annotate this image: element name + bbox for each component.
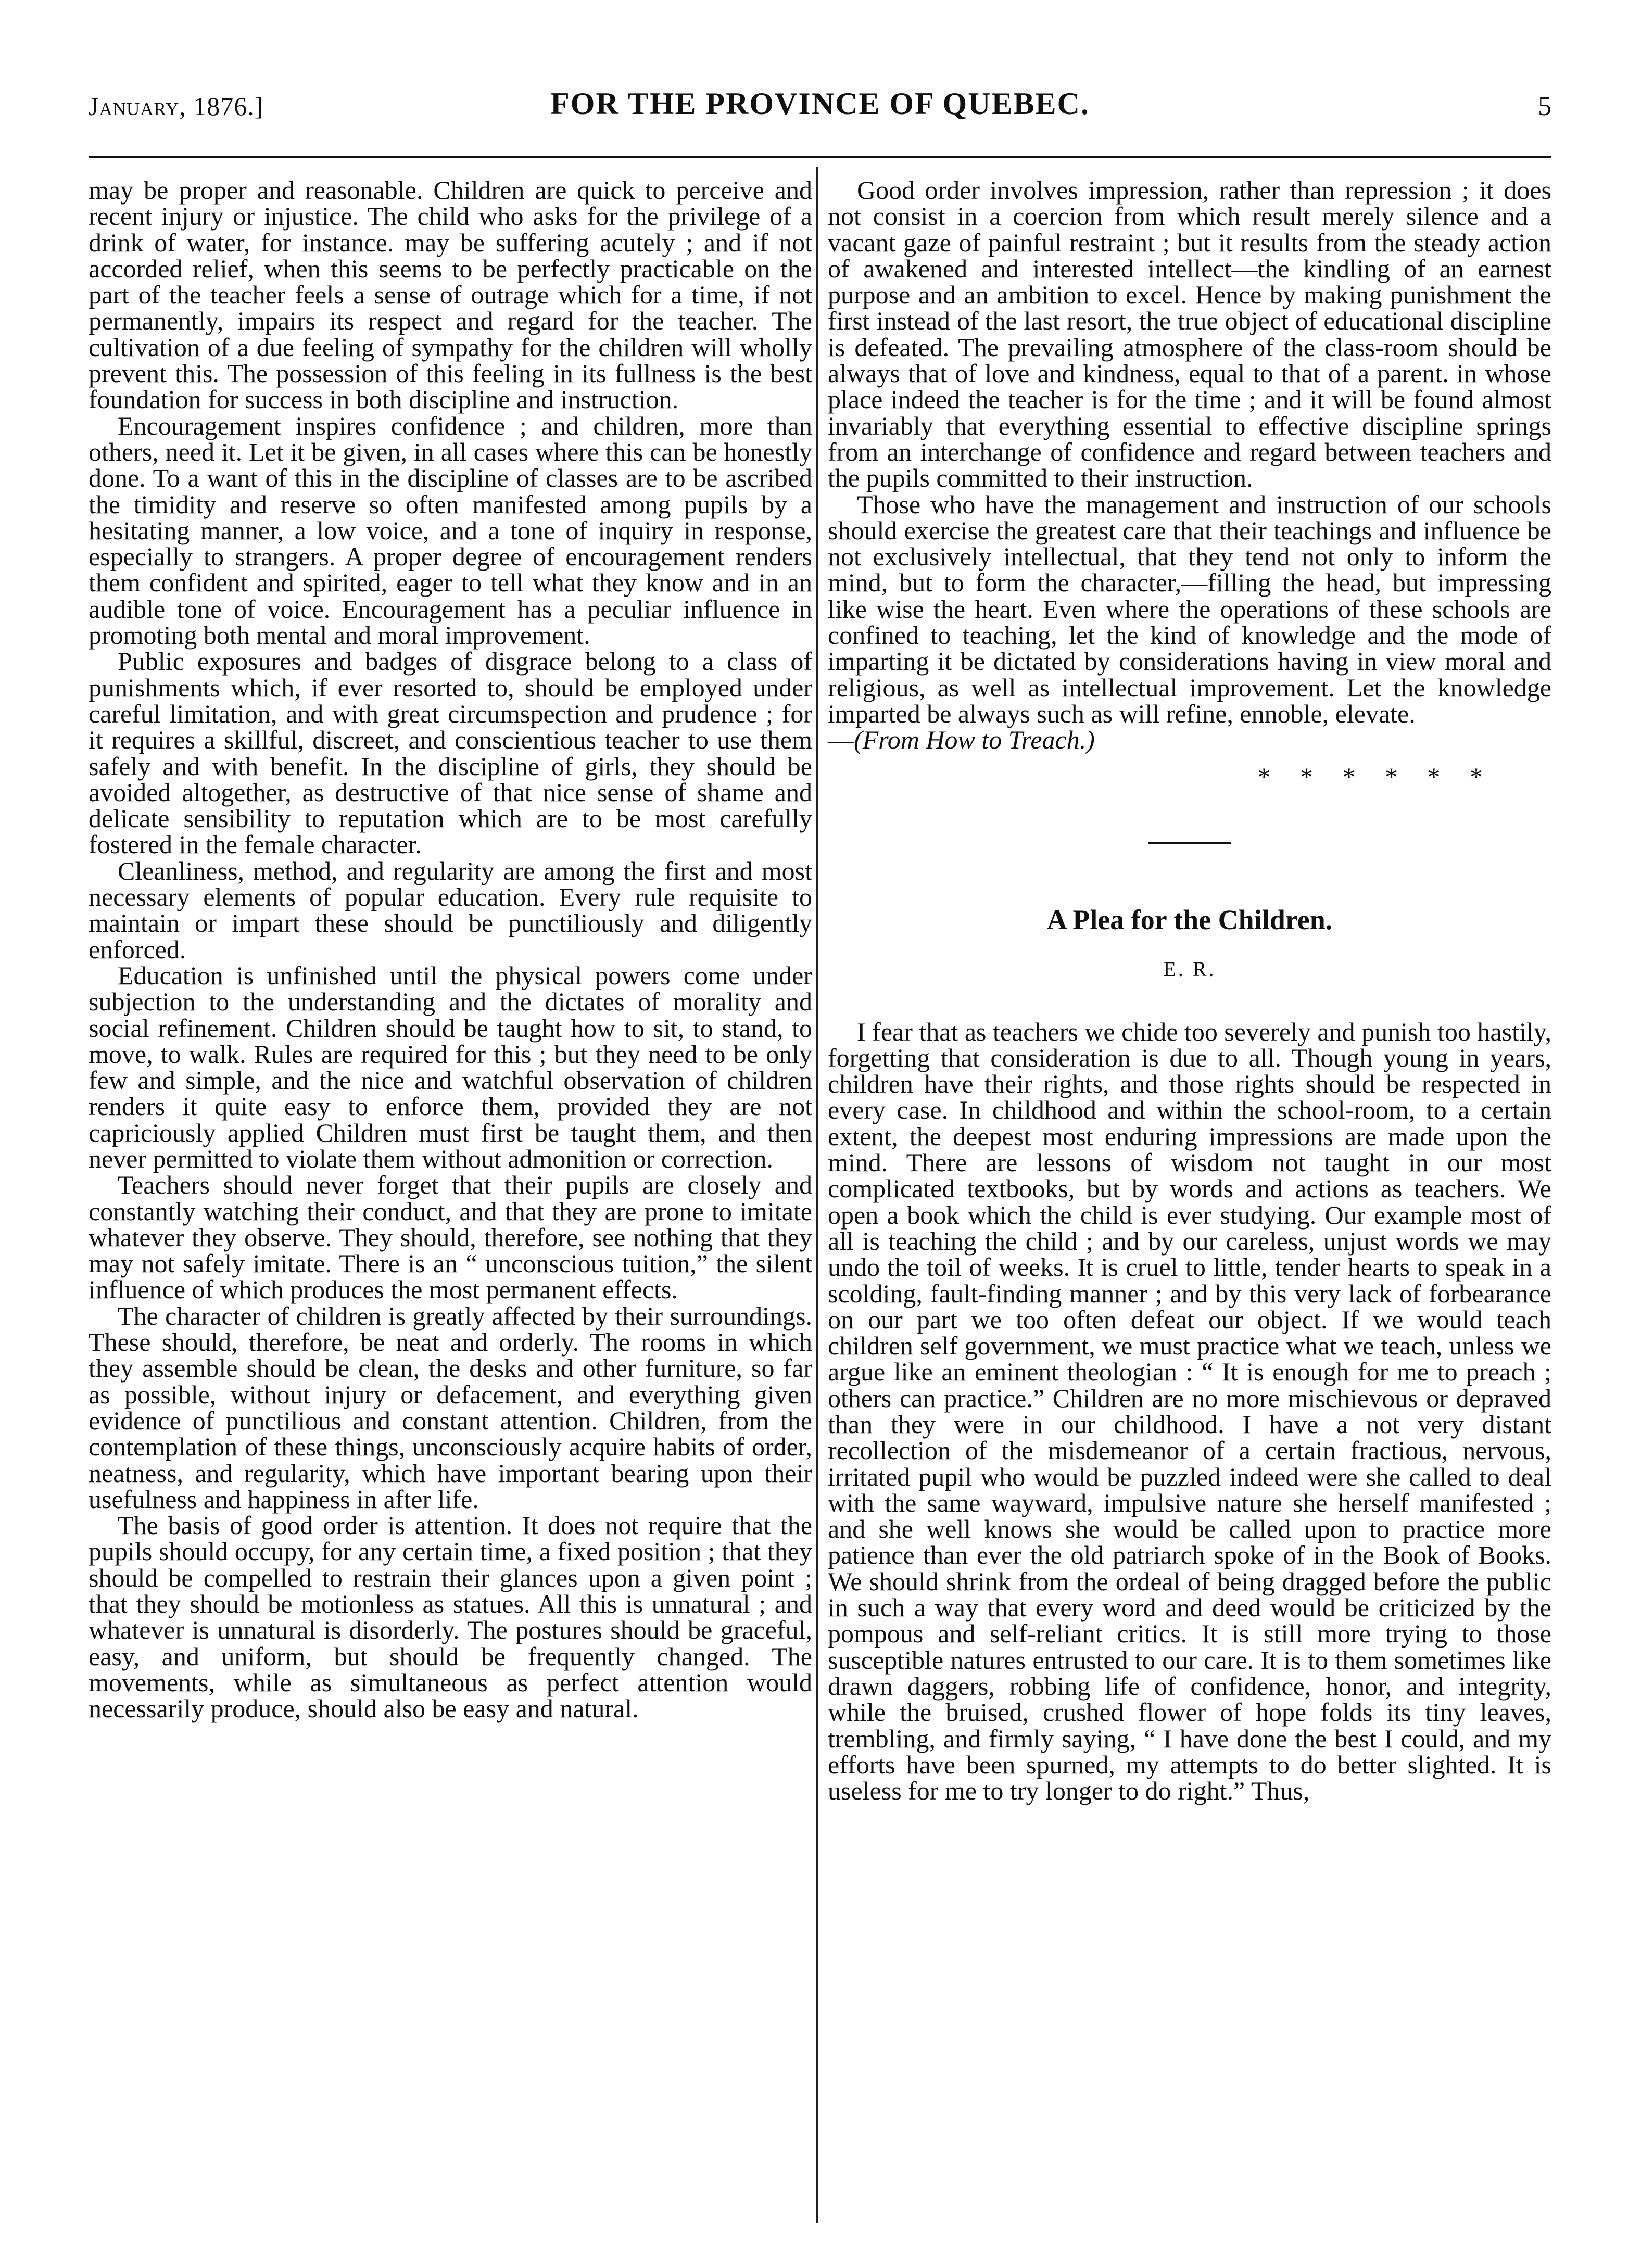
page-number: 5 xyxy=(1538,92,1551,121)
paragraph: The character of children is greatly affected by their surroundings. These should, therefore, be neat and orderly. The rooms in which they assemble should be clean, the desks and other furniture, so far as possible, without injury or defacement, and everything given evidence of punctilious and constant attention. Children, from the contemplation of these things, unconsciously acquire habits of order, neatness, and regularity, which have important bearing upon their usefulness and happiness in after life. xyxy=(89,1301,812,1514)
paragraph: Good order involves impression, rather than repression ; it does not consist in a coercion from which result merely silence and a vacant gaze of painful restraint ; but it results from the steady action of awakened and interested intellect—the kindling of an earnest purpose and an ambition to excel. Hence by making punishment the first instead of the last resort, the true object of educational discipline is defeated. The prevailing atmosphere of the class-room should be always that of love and kindness, equal to that of a parent. in whose place indeed the teacher is for the time ; and it will be found almost invariably that everything essential to effective discipline springs from an interchange of confidence and regard between teachers and the pupils committed to their instruction. xyxy=(828,175,1551,493)
paragraph: Teachers should never forget that their pupils are closely and constantly watching their conduct, and that they are prone to imitate whatever they observe. They should, therefore, see nothing that they may not safely imitate. There is an “ unconscious tuition,” the silent influence of which produces the most permanent effects. xyxy=(89,1170,812,1304)
header-rule xyxy=(89,156,1551,158)
source-dash: — xyxy=(828,725,854,755)
section-rule xyxy=(1148,842,1231,844)
column-divider xyxy=(816,167,818,2223)
header-title: FOR THE PROVINCE OF QUEBEC. xyxy=(550,86,1090,121)
section-stars: * * * * * * xyxy=(1257,762,1494,791)
paragraph: I fear that as teachers we chide too severely and punish too hastily, forgetting that consideration is due to all. Though young in years, children have their rights, and those rights should be respected in every case. In childhood and within the school-room, to a certain extent, the deepest most enduring impressions are made upon the mind. There are lessons of wisdom not taught in our most complicated textbooks, but by words and actions as teachers. We open a book which the child is ever studying. Our example most of all is teaching the child ; and by our careless, unjust words we may undo the toil of weeks. It is cruel to little, tender hearts to speak in a scolding, fault-finding manner ; and by this very lack of forbearance on our part we too often defeat our object. If we would teach children self government, we must practice what we teach, unless we argue like an eminent theologian : “ It is enough for me to preach ; others can practice.” Children are no more mischievous or depraved than they were in our childhood. I have a not very distant recollection of the misdemeanor of a certain fractious, nervous, irritated pupil who would be puzzled indeed were she called to deal with the same wayward, impulsive nature she herself manifested ; and she well knows she would be called upon to practice more patience than ever the old patriarch spoke of in the Book of Books. We should shrink from the ordeal of being dragged before the public in such a way that every word and deed would be criticized by the pompous and self-reliant critics. It is still more trying to those susceptible natures entrusted to our care. It is to them sometimes like drawn daggers, robbing life of confidence, honor, and integrity, while the bruised, crushed flower of hope folds its tiny leaves, trembling, and firmly saying, “ I have done the best I could, and my efforts have been spurned, my attempts to do better slighted. It is useless for me to try longer to do right.” Thus, xyxy=(828,1017,1551,1806)
paragraph: Those who have the management and instruction of our schools should exercise the greatest care that their teachings and influence be not exclusively intellectual, that they tend not only to inform the mind, but to form the character,—filling the head, but impressing like wise the heart. Even where the operations of these schools are confined to teaching, let the kind of knowledge and the mode of imparting it be dictated by considerations having in view moral and religious, as well as intellectual improvement. Let the knowledge imparted be always such as will refine, ennoble, elevate. xyxy=(828,489,1551,728)
paragraph: The basis of good order is attention. It does not require that the pupils should occupy, for any certain time, a fixed position ; that they should be compelled to restrain their glances upon a given point ; that they should be motionless as statues. All this is unnatural ; and whatever is unnatural is disorderly. The postures should be graceful, easy, and uniform, but should be frequently changed. The movements, while as simultaneous as perfect attention would necessarily produce, should also be easy and natural. xyxy=(89,1511,812,1724)
article-title: A Plea for the Children. xyxy=(1046,904,1333,935)
left-column xyxy=(89,177,812,1722)
source-citation xyxy=(828,727,1551,753)
right-column xyxy=(828,177,1551,1804)
paragraph: Education is unfinished until the physical powers come under subjection to the understanding and the dictates of morality and social refinement. Children should be taught how to sit, to stand, to move, to walk. Rules are required for this ; but they need to be only few and simple, and the nice and watchful observation of children renders it quite easy to enforce them, provided they are not capriciously applied Children must first be taught them, and then never permitted to violate them without admonition or correction. xyxy=(89,960,812,1173)
paragraph: Encouragement inspires confidence ; and children, more than others, need it. Let it be given, in all cases where this can be honestly done. To a want of this in the discipline of classes are to be ascribed the timidity and reserve so often manifested among pupils by a hesitating manner, a low voice, and a tone of inquiry in response, especially to strangers. A proper degree of encouragement renders them confident and spirited, eager to tell what they know and in an audible tone of voice. Encouragement has a peculiar influence in promoting both mental and moral improvement. xyxy=(89,411,812,650)
header-date: January, 1876.] xyxy=(89,92,264,121)
paragraph: may be proper and reasonable. Children are quick to perceive and recent injury or injustice. The child who asks for the privilege of a drink of water, for instance. may be suffering acutely ; and if not accorded relief, when this seems to be perfectly practicable on the part of the teacher feels a sense of outrage which for a time, if not permanently, impairs its respect and regard for the teacher. The cultivation of a due feeling of sympathy for the children will wholly prevent this. The possession of this feeling in its fullness is the best foundation for success in both discipline and instruction. xyxy=(89,175,812,414)
page-header xyxy=(89,86,1551,133)
paragraph: Cleanliness, method, and regularity are among the first and most necessary elements of popular education. Every rule requisite to maintain or impart these should be punctiliously and diligently enforced. xyxy=(89,856,812,964)
article-byline: E. R. xyxy=(1163,957,1216,981)
paragraph: Public exposures and badges of disgrace belong to a class of punishments which, if ever resorted to, should be employed under careful limitation, and with great circumspection and prudence ; for it requires a skillful, discreet, and conscientious teacher to use them safely and with benefit. In the discipline of girls, they should be avoided altogether, as destructive of that nice sense of shame and delicate sensibility to reputation which are to be most carefully fostered in the female character. xyxy=(89,647,812,859)
source-title: (From How to Treach.) xyxy=(854,725,1095,755)
